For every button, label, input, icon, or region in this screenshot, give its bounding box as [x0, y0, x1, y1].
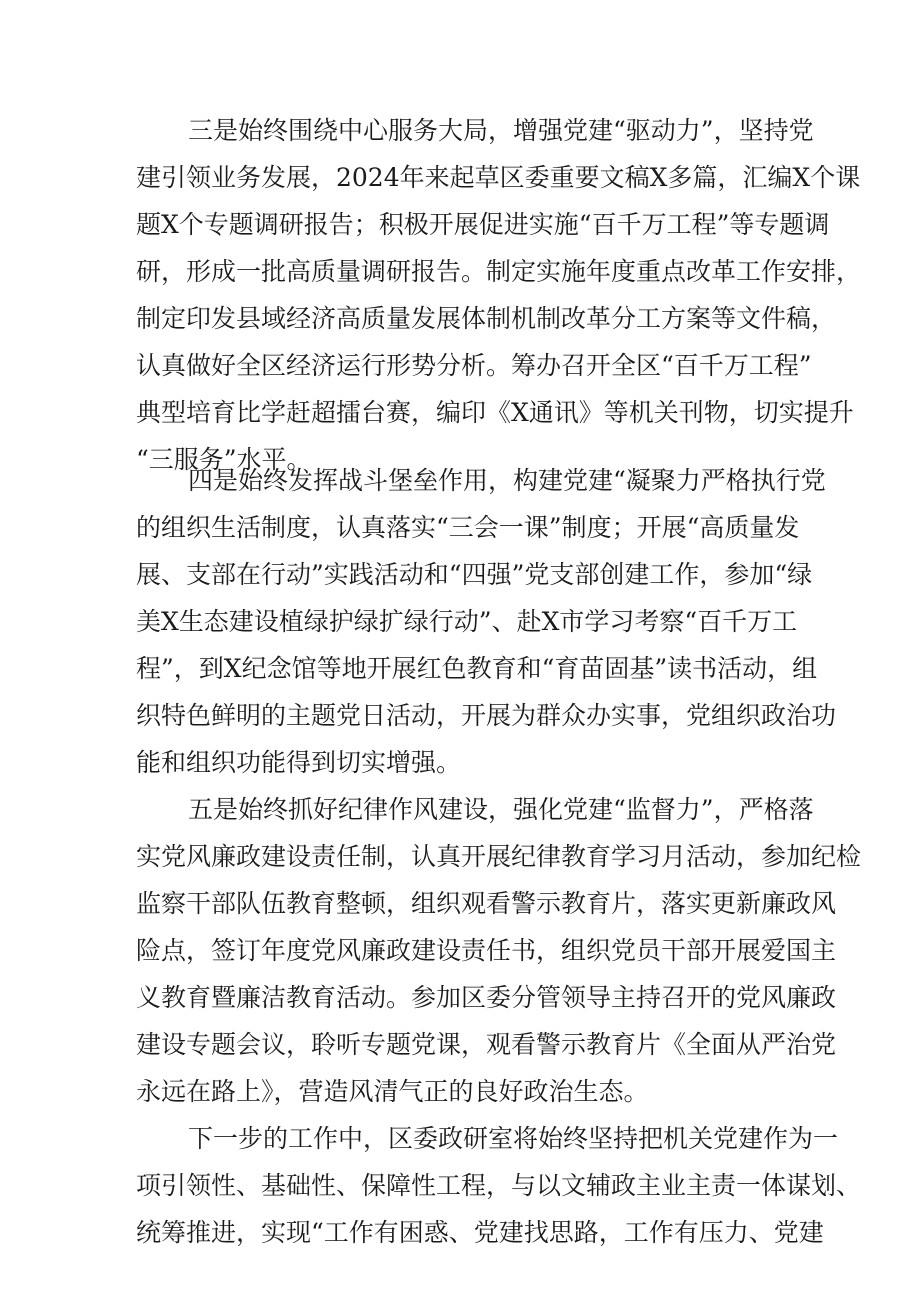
paragraph-1-line-5: 制定印发县域经济高质量发展体制机制改革分工方案等文件稿， — [136, 304, 837, 333]
paragraph-1-line-4: 研，形成一批高质量调研报告。制定实施年度重点改革工作安排， — [136, 257, 862, 286]
paragraph-2-line-3: 展、支部在行动”实践活动和“四强”党支部创建工作，参加“绿 — [136, 560, 813, 589]
paragraph-1-line-6: 认真做好全区经济运行形势分析。筹办召开全区“百千万工程” — [136, 351, 812, 380]
paragraph-1-line-3: 题X个专题调研报告；积极开展促进实施“百千万工程”等专题调 — [136, 210, 830, 239]
paragraph-2-line-7: 能和组织功能得到切实增强。 — [136, 748, 462, 777]
paragraph-2-line-1: 四是始终发挥战斗堡垒作用，构建党建“凝聚力严格执行党 — [188, 466, 826, 495]
paragraph-2-line-4: 美X生态建设植绿护绿扩绿行动”、赴X市学习考察“百千万工 — [136, 607, 798, 636]
paragraph-3-line-5: 义教育暨廉洁教育活动。参加区委分管领导主持召开的党风廉政 — [136, 983, 837, 1012]
paragraph-2-line-5: 程”，到X纪念馆等地开展红色教育和“育苗固基”读书活动，组 — [136, 654, 818, 683]
paragraph-3-line-6: 建设专题会议，聆听专题党课，观看警示教育片《全面从严治党 — [136, 1030, 837, 1059]
paragraph-3-line-3: 监察干部队伍教育整顿，组织观看警示教育片，落实更新廉政风 — [136, 889, 837, 918]
paragraph-1-line-8: “三服务”水平。 — [136, 445, 312, 474]
paragraph-3-line-2: 实党风廉政建设责任制，认真开展纪律教育学习月活动，参加纪检 — [136, 842, 862, 871]
paragraph-2-line-2: 的组织生活制度，认真落实“三会一课”制度；开展“高质量发 — [136, 513, 800, 542]
paragraph-3-line-4: 险点，签订年度党风廉政建设责任书，组织党员干部开展爱国主 — [136, 936, 837, 965]
paragraph-1-line-1: 三是始终围绕中心服务大局，增强党建“驱动力”，坚持党 — [188, 116, 814, 145]
paragraph-1-line-2: 建引领业务发展，2024年来起草区委重要文稿X多篇，汇编X个课 — [136, 163, 861, 192]
paragraph-1-line-7: 典型培育比学赶超擂台赛，编印《X通讯》等机关刊物，切实提升 — [136, 398, 854, 427]
paragraph-2-line-6: 织特色鲜明的主题党日活动，开展为群众办实事，党组织政治功 — [136, 701, 837, 730]
paragraph-4-line-2: 项引领性、基础性、保障性工程，与以文辅政主业主责一体谋划、 — [136, 1171, 862, 1200]
paragraph-4-line-1: 下一步的工作中，区委政研室将始终坚持把机关党建作为一 — [188, 1124, 839, 1153]
paragraph-3-line-7: 永远在路上》，营造风清气正的良好政治生态。 — [136, 1077, 649, 1106]
paragraph-3-line-1: 五是始终抓好纪律作风建设，强化党建“监督力”，严格落 — [188, 795, 814, 824]
paragraph-4-line-3: 统筹推进，实现“工作有困惑、党建找思路，工作有压力、党建 — [136, 1218, 824, 1247]
